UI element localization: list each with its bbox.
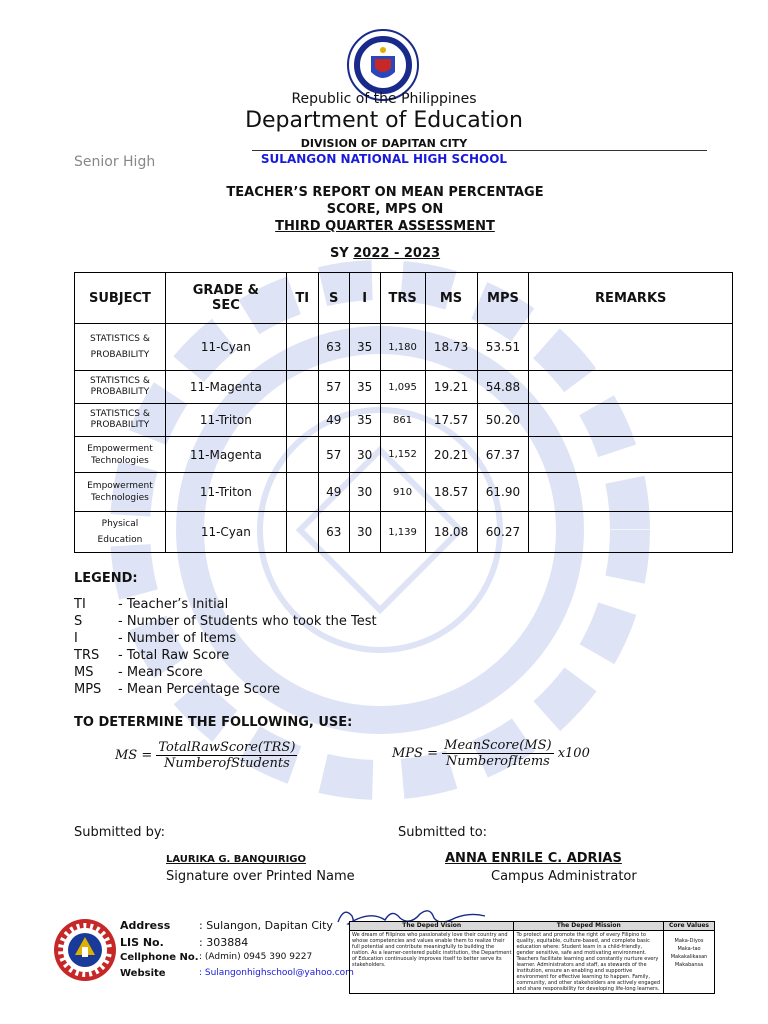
subject-line2: Education: [97, 535, 143, 545]
address-label: Address: [120, 919, 171, 932]
ti-cell: [286, 437, 318, 473]
vision-title: The Deped Vision: [350, 922, 514, 931]
mps-cell: 50.20: [477, 404, 529, 437]
grade-cell: 11-Magenta: [165, 437, 286, 473]
legend-item: [74, 631, 236, 646]
trs-cell: 1,180: [380, 324, 425, 371]
core-value: Makabansa: [674, 962, 704, 968]
report-title-line1: TEACHER’S REPORT ON MEAN PERCENTAGE: [226, 185, 544, 200]
i-cell: 35: [349, 371, 380, 404]
mps-table: [74, 272, 733, 553]
department-title: Department of Education: [245, 108, 523, 133]
table-row: [75, 371, 733, 404]
teacher-caption: Signature over Printed Name: [166, 869, 355, 884]
legend-item: [74, 665, 203, 680]
ti-cell: [286, 324, 318, 371]
header-remarks: REMARKS: [529, 273, 733, 324]
remarks-cell: [529, 404, 733, 437]
subject-line1: Empowerment: [87, 481, 153, 491]
remarks-cell: [529, 324, 733, 371]
trs-cell: 1,139: [380, 512, 425, 553]
i-cell: 35: [349, 404, 380, 437]
table-row: [75, 404, 733, 437]
ms-cell: 19.21: [425, 371, 477, 404]
table-row: [75, 324, 733, 371]
mps-factor: x100: [557, 746, 590, 761]
subject-line2: PROBABILITY: [90, 350, 150, 360]
ms-cell: 18.08: [425, 512, 477, 553]
legend-desc: - Mean Score: [118, 665, 203, 680]
formulas-title: TO DETERMINE THE FOLLOWING, USE:: [74, 715, 353, 730]
subject-line2: PROBABILITY: [90, 387, 150, 397]
s-cell: 63: [318, 324, 349, 371]
division-name: DIVISION OF DAPITAN CITY: [300, 137, 468, 150]
ms-numerator: TotalRawScore(TRS): [158, 740, 296, 755]
admin-name: ANNA ENRILE C. ADRIAS: [445, 851, 622, 866]
school-logo-icon: [52, 917, 118, 983]
legend-item: [74, 648, 229, 663]
ms-cell: 18.57: [425, 473, 477, 512]
i-cell: 30: [349, 437, 380, 473]
ms-lhs: MS =: [115, 748, 153, 763]
subject-line2: PROBABILITY: [90, 420, 150, 430]
grade-cell: 11-Triton: [165, 473, 286, 512]
ti-cell: [286, 512, 318, 553]
mps-cell: 67.37: [477, 437, 529, 473]
subject-line1: STATISTICS &: [90, 376, 150, 386]
subject-line1: Empowerment: [87, 443, 153, 454]
header-mps: MPS: [477, 273, 529, 324]
mps-cell: 53.51: [477, 324, 529, 371]
legend-item: [74, 682, 280, 697]
sy-prefix: SY: [329, 246, 354, 261]
legend-abbr: I: [74, 631, 78, 646]
mps-cell: 61.90: [477, 473, 529, 512]
school-name: SULANGON NATIONAL HIGH SCHOOL: [260, 152, 508, 166]
subject-line1: STATISTICS &: [90, 409, 150, 419]
legend-desc: - Total Raw Score: [118, 648, 230, 663]
ti-cell: [286, 404, 318, 437]
grade-cell: 11-Triton: [165, 404, 286, 437]
s-cell: 49: [318, 404, 349, 437]
core-value: Maka-Diyos: [674, 938, 704, 944]
mission-text: To protect and promote the right of every Filipino to quality, equitable, culture-based, and complete basic education where: Student learn in a child-friendly, gender sensitive, safe and motivating environment. Teachers facilitate learning and constantly nurture every learner. Administrators and staff, as stewards of the institution, ensure an enabling and supportive environment for effective learning to happen. Family, community, and other stakeholders are actively engaged and share responsibility for developing life-long learners.: [514, 931, 664, 994]
vision-mission-table: [349, 921, 715, 994]
mps-fraction: [442, 738, 553, 769]
header-ms: MS: [425, 273, 477, 324]
remarks-cell: [529, 437, 733, 473]
sy-value: 2022 - 2023: [353, 246, 441, 261]
mps-lhs: MPS =: [392, 746, 438, 761]
report-title-line3: THIRD QUARTER ASSESSMENT: [275, 219, 495, 234]
ms-cell: 18.73: [425, 324, 477, 371]
legend-abbr: MPS: [74, 682, 102, 697]
legend-desc: - Mean Percentage Score: [118, 682, 281, 697]
lis-value: : 303884: [199, 936, 249, 949]
trs-cell: 910: [380, 473, 425, 512]
vision-text: We dream of Filipinos who passionately love their country and whose competencies and values enable them to realize their full potential and contribute meaningfully to building the nation. As a learner-centered public institution, the Department of Education continuously improves itself to better serve its stakeholders.: [350, 931, 514, 994]
header-trs: TRS: [380, 273, 425, 324]
website-label: Website: [120, 968, 166, 979]
teacher-name: LAURIKA G. BANQUIRIGO: [166, 854, 307, 865]
submitted-to-label: Submitted to:: [398, 825, 488, 840]
mps-formula: [392, 738, 590, 769]
header-ti: TI: [286, 273, 318, 324]
remarks-cell: [529, 473, 733, 512]
ti-cell: [286, 371, 318, 404]
i-cell: 30: [349, 512, 380, 553]
grade-cell: 11-Cyan: [165, 324, 286, 371]
s-cell: 57: [318, 371, 349, 404]
mps-numerator: MeanScore(MS): [444, 738, 552, 753]
trs-cell: 861: [380, 404, 425, 437]
subject-cell: [75, 324, 166, 371]
core-values-list: [664, 931, 715, 994]
legend-abbr: TI: [74, 597, 86, 612]
legend-abbr: MS: [74, 665, 94, 680]
header-subject: SUBJECT: [75, 273, 166, 324]
subject-cell: [75, 371, 166, 404]
admin-caption: Campus Administrator: [491, 869, 637, 884]
grade-cell: 11-Cyan: [165, 512, 286, 553]
legend-desc: - Number of Students who took the Test: [118, 614, 377, 629]
remarks-cell: [529, 512, 733, 553]
table-row: [75, 473, 733, 512]
subject-cell: [75, 473, 166, 512]
legend-desc: - Teacher’s Initial: [118, 597, 229, 612]
legend-desc: - Number of Items: [118, 631, 237, 646]
legend-item: [74, 597, 228, 612]
header-grade-sec: GRADE & SEC: [165, 273, 286, 324]
i-cell: 30: [349, 473, 380, 512]
subject-line1: Physical: [101, 519, 139, 529]
trs-cell: 1,095: [380, 371, 425, 404]
s-cell: 49: [318, 473, 349, 512]
table-header-row: [75, 273, 733, 324]
mps-denominator: NumberofItems: [445, 754, 550, 769]
subject-cell: [75, 512, 166, 553]
table-row: [75, 512, 733, 553]
ms-cell: 17.57: [425, 404, 477, 437]
header-rule: [252, 150, 707, 151]
header-i: I: [349, 273, 380, 324]
ti-cell: [286, 473, 318, 512]
legend-item: [74, 614, 377, 629]
legend-title: LEGEND:: [74, 571, 138, 586]
ms-denominator: NumberofStudents: [164, 756, 290, 771]
values-title: Core Values: [664, 922, 715, 931]
header-s: S: [318, 273, 349, 324]
subject-cell: [75, 404, 166, 437]
grade-cell: 11-Magenta: [165, 371, 286, 404]
republic-text: Republic of the Philippines: [291, 91, 477, 107]
submitted-by-label: Submitted by:: [74, 825, 165, 840]
school-year: [150, 246, 620, 261]
subject-line1: STATISTICS &: [90, 334, 150, 344]
legend-abbr: TRS: [74, 648, 100, 663]
s-cell: 57: [318, 437, 349, 473]
subject-cell: [75, 437, 166, 473]
subject-line2: Technologies: [91, 455, 149, 466]
s-cell: 63: [318, 512, 349, 553]
core-value: Maka-tao: [677, 946, 701, 952]
report-title-line2: SCORE, MPS ON: [326, 202, 444, 217]
remarks-cell: [529, 371, 733, 404]
lis-label: LIS No.: [120, 936, 164, 949]
ms-formula: [115, 740, 297, 771]
i-cell: 35: [349, 324, 380, 371]
legend-abbr: S: [74, 614, 83, 629]
mps-cell: 60.27: [477, 512, 529, 553]
website-link[interactable]: : Sulangonhighschool@yahoo.com: [199, 968, 354, 978]
trs-cell: 1,152: [380, 437, 425, 473]
level-label: Senior High: [74, 154, 156, 170]
mission-title: The Deped Mission: [514, 922, 664, 931]
ms-cell: 20.21: [425, 437, 477, 473]
table-row: [75, 437, 733, 473]
ms-fraction: [156, 740, 297, 771]
address-value: : Sulangon, Dapitan City: [199, 919, 333, 932]
subject-line2: Technologies: [91, 493, 149, 503]
core-value: Makakalikasan: [670, 954, 708, 960]
cellphone-label: Cellphone No.: [120, 952, 199, 963]
cellphone-value: : (Admin) 0945 390 9227: [199, 952, 313, 962]
mps-cell: 54.88: [477, 371, 529, 404]
